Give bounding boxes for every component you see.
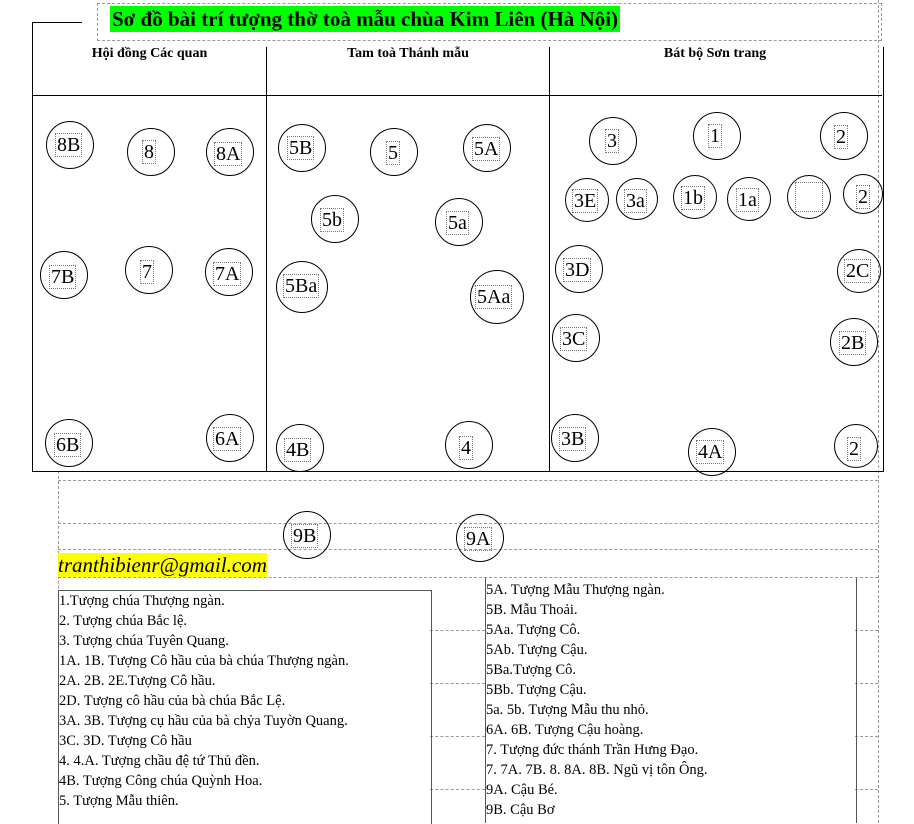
statue-label: 4: [461, 437, 471, 459]
diagram-title: Sơ đồ bài trí tượng thờ toà mẫu chùa Kim Liên (Hà Nội): [112, 7, 619, 31]
legend-item: 7. Tượng đức thánh Trần Hưng Đạo.: [486, 742, 699, 758]
statue-label: 5b: [322, 209, 342, 231]
statue-label: 2B: [841, 332, 865, 354]
legend-item: 3A. 3B. Tượng cụ hầu của bà chỷa Tuyờn Quang.: [59, 713, 348, 729]
legend-item: 4B. Tượng Công chúa Quỳnh Hoa.: [59, 773, 263, 789]
statue-label: 1a: [738, 189, 757, 211]
legend-item: 5A. Tượng Mẫu Thượng ngàn.: [486, 582, 665, 598]
statue-label: 7A: [215, 263, 240, 285]
statue-label: 1b: [683, 187, 703, 209]
column-divider-1: [266, 47, 267, 471]
statue-label: 9B: [293, 525, 317, 547]
legend-item: 5Ba.Tượng Cô.: [486, 662, 577, 678]
statue-label: 3D: [565, 259, 590, 281]
header-divider: [32, 95, 882, 96]
column-header-tam-toa: Tam toà Thánh mẫu: [347, 46, 469, 61]
statue-label: 3E: [574, 190, 597, 212]
statue-label: 2: [836, 126, 846, 148]
legend-item: 5B. Mẫu Thoải.: [486, 602, 578, 618]
statue-label: 5B: [289, 137, 313, 159]
statue-label: 3C: [562, 328, 586, 350]
statue-label: 3: [607, 130, 617, 152]
column-header-hoi-dong: Hội đồng Các quan: [91, 46, 208, 61]
statue-label: 6A: [215, 428, 240, 450]
statue-label: 3a: [626, 190, 645, 212]
legend-item: 6A. 6B. Tượng Cậu hoàng.: [486, 722, 644, 738]
legend-item: 2D. Tượng cô hầu của bà chúa Bắc Lệ.: [59, 693, 286, 709]
statue-label: 7: [142, 261, 152, 283]
statue-label: 2: [849, 438, 859, 460]
column-divider-2: [549, 47, 550, 471]
legend-item: 5. Tượng Mẫu thiên.: [59, 793, 179, 809]
legend-item: 1.Tượng chúa Thượng ngàn.: [59, 593, 225, 609]
column-header-bat-bo: Bát bộ Sơn trang: [663, 46, 767, 61]
statue-label: 4A: [698, 441, 723, 463]
legend-item: 5Aa. Tượng Cô.: [486, 622, 581, 638]
legend-item: 5Ab. Tượng Cậu.: [486, 642, 588, 658]
statue-label: 5Aa: [477, 286, 511, 308]
legend-item: 3C. 3D. Tượng Cô hầu: [59, 733, 192, 749]
statue-label: 2: [858, 186, 868, 208]
legend-item: 2A. 2B. 2E.Tượng Cô hầu.: [59, 673, 216, 689]
statue-label: 5A: [474, 138, 499, 160]
statue-label: 8: [144, 141, 154, 163]
statue-label: 4B: [286, 439, 310, 461]
statue-label: 5Ba: [285, 275, 318, 297]
statue-label: 9A: [466, 528, 491, 550]
legend-item: 5Bb. Tượng Cậu.: [486, 682, 587, 698]
statue-label: 8B: [57, 134, 81, 156]
statue-label: 1: [710, 125, 720, 147]
statue-label-empty: [795, 182, 823, 212]
statue-label: 5a: [448, 212, 467, 234]
legend-item: 5a. 5b. Tượng Mẫu thu nhỏ.: [486, 702, 649, 718]
statue-label: 7B: [51, 266, 75, 288]
legend-item: 1A. 1B. Tượng Cô hầu của bà chúa Thượng ngàn.: [59, 653, 349, 669]
legend-item: 7. 7A. 7B. 8. 8A. 8B. Ngũ vị tôn Ông.: [486, 762, 708, 778]
author-email[interactable]: tranthibienr@gmail.com: [58, 553, 267, 577]
legend-left: [59, 591, 349, 811]
statue-label: 2C: [846, 260, 870, 282]
statue-label: 8A: [216, 143, 241, 165]
legend-item: 4. 4.A. Tượng chầu đệ tứ Thủ đền.: [59, 753, 260, 769]
statue-label: 3B: [561, 428, 585, 450]
legend-item: 2. Tượng chúa Bắc lệ.: [59, 613, 188, 629]
legend-item: 9A. Cậu Bé.: [486, 782, 558, 798]
legend-right: [486, 580, 708, 820]
legend-item: 9B. Cậu Bơ: [486, 802, 555, 818]
legend-item: 3. Tượng chúa Tuyên Quang.: [59, 633, 229, 649]
statue-label: 5: [388, 142, 398, 164]
statue-label: 6B: [56, 434, 80, 456]
